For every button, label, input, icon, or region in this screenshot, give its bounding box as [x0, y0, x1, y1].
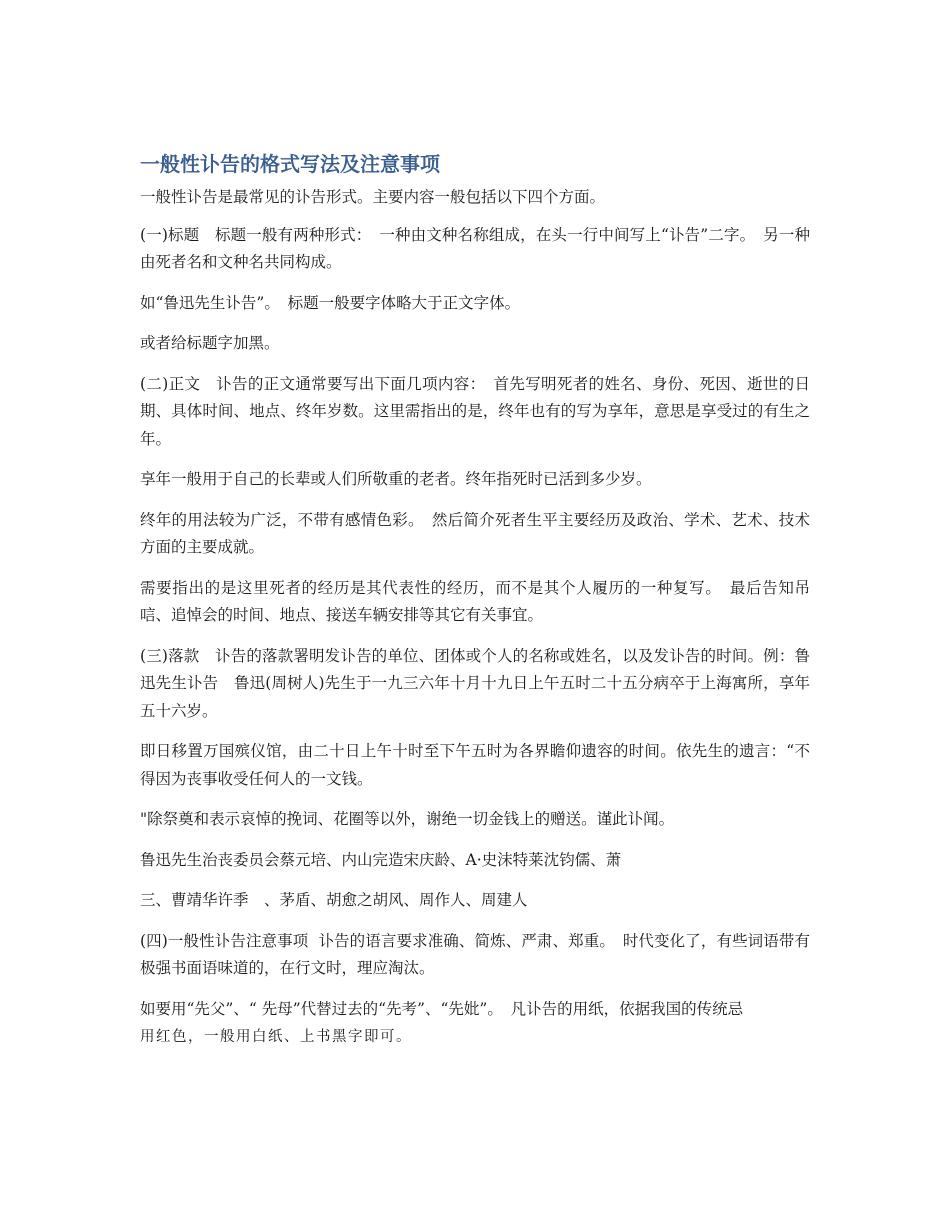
paragraph-funeral-home: 即日移置万国殡仪馆，由二十日上午十时至下午五时为各界瞻仰遗容的时间。依先生的遗言：“不得因为丧事收受任何人的一文钱。: [140, 742, 810, 788]
paragraph-intro: 一般性讣告是最常见的讣告形式。主要内容一般包括以下四个方面。: [140, 188, 606, 206]
paragraph-final-line1: 如要用“先父”、“ 先母”代替过去的“先考”、“先妣”。 凡讣告的用纸，依据我国的传统忌: [140, 999, 744, 1018]
paragraph-signature-section: (三)落款 讣告的落款署明发讣告的单位、团体或个人的名称或姓名，以及发讣告的时间。例：鲁迅先生讣告 鲁迅(周树人)先生于一九三六年十月十九日上午五时二十五分病卒于上海寓所，享年五十六岁。: [140, 646, 810, 720]
paragraph-condolence: "除祭奠和表示哀悼的挽词、花圈等以外，谢绝一切金钱上的赠送。谨此讣闻。: [140, 810, 675, 828]
document-title: 一般性讣告的格式写法及注意事项: [140, 152, 440, 176]
paragraph-committee-1: 鲁迅先生治丧委员会蔡元培、内山完造宋庆龄、A·史沫特莱沈钧儒、萧: [140, 850, 622, 869]
paragraph-zhongnian: 终年的用法较为广泛，不带有感情色彩。 然后简介死者生平主要经历及政治、学术、艺术、技术方面的主要成就。: [140, 510, 810, 556]
document-page: [140, 150, 810, 1065]
paragraph-notes-section: (四)一般性讣告注意事项 讣告的语言要求准确、简炼、严肃、郑重。 时代变化了，有些词语带有极强书面语味道的，在行文时，理应淘汰。: [140, 931, 810, 977]
paragraph-title-example: 如“鲁迅先生讣告”。 标题一般要字体略大于正文字体。: [140, 293, 521, 312]
paragraph-body-section: (二)正文 讣告的正文通常要写出下面几项内容： 首先写明死者的姓名、身份、死因、逝世的日期、具体时间、地点、终年岁数。这里需指出的是，终年也有的写为享年，意思是享受过的有生之年。: [140, 374, 810, 448]
paragraph-xiangnian: 享年一般用于自己的长辈或人们所敬重的老者。终年指死时已活到多少岁。: [140, 470, 652, 488]
paragraph-title-section: (一)标题 标题一般有两种形式： 一种由文种名称组成，在头一行中间写上“讣告”二字。 另一种由死者名和文种名共同构成。: [140, 225, 810, 271]
paragraph-final-line2: 用红色，一般用白纸、上书黑字即可。: [140, 1029, 412, 1045]
paragraph-title-bold: 或者给标题字加黑。: [140, 334, 280, 352]
paragraph-committee-2: 三、曹靖华许季 、茅盾、胡愈之胡风、周作人、周建人: [140, 891, 528, 909]
paragraph-experience: 需要指出的是这里死者的经历是其代表性的经历，而不是其个人履历的一种复写。 最后告知吊唁、追悼会的时间、地点、接送车辆安排等其它有关事宜。: [140, 578, 810, 624]
paragraph-final: [140, 996, 810, 1052]
